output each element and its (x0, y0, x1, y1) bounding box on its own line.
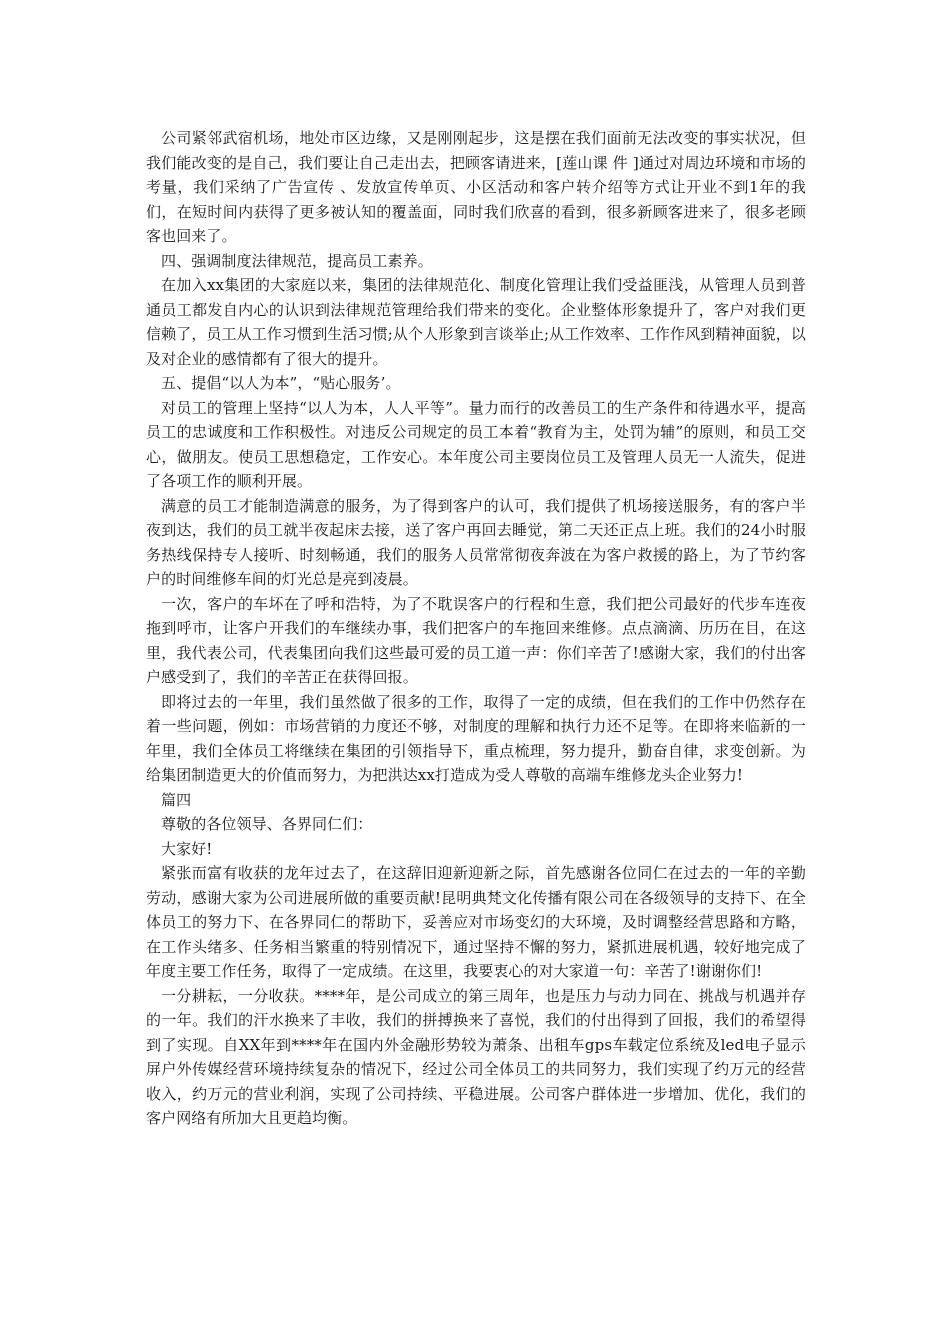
section-heading-4: 四、强调制度法律规范，提高员工素养。 (161, 251, 433, 270)
document-body (146, 126, 806, 1131)
paragraph-2: 在加入xx集团的大家庭以来，集团的法律规范化、制度化管理让我们受益匪浅，从管理人员到普通员工都发自内心的认识到法律规范管理给我们带来的变化。企业整体形象提升了，客户对我们更信赖了，员工从工作习惯到生活习惯;从个人形象到言谈举止;从工作效率、工作作风到精神面貌，以及对企业的感情都有了很大的提升。 (146, 276, 806, 368)
paragraph-6: 即将过去的一年里，我们虽然做了很多的工作，取得了一定的成绩，但在我们的工作中仍然存在着一些问题，例如：市场营销的力度还不够，对制度的理解和执行力还不足等。在即将来临新的一年里，我们全体员工将继续在集团的引领指导下，重点梳理，努力提升，勤奋自律，求变创新。为给集团制造更大的价值而努力，为把洪达xx打造成为受人尊敬的高端车维修龙头企业努力! (146, 692, 806, 784)
paragraph-3: 对员工的管理上坚持“以人为本，人人平等”。量力而行的改善员工的生产条件和待遇水平，提高员工的忠诚度和工作积极性。对违反公司规定的员工本着“教育为主，处罚为辅”的原则，和员工交心，做朋友。使员工思想稳定，工作安心。本年度公司主要岗位员工及管理人员无一人流失，促进了各项工作的顺利开展。 (146, 398, 806, 490)
paragraph-1: 公司紧邻武宿机场，地处市区边缘，又是刚刚起步，这是摆在我们面前无法改变的事实状况，但我们能改变的是自己，我们要让自己走出去，把顾客请进来，[莲山课 件 ]通过对周边环境和市场的考量，我们采纳了广告宣传 、发放宣传单页、小区活动和客户转介绍等方式让开业不到1年的我们，在短时间内获得了更多被认知的覆盖面，同时我们欣喜的看到，很多新顾客进来了，很多老顾客也回来了。 (146, 129, 806, 245)
section-heading-5: 五、提倡“以人为本”，“贴心服务’。 (161, 374, 401, 392)
paragraph-5: 一次，客户的车坏在了呼和浩特，为了不耽误客户的行程和生意，我们把公司最好的代步车连夜拖到呼市，让客户开我们的车继续办事，我们把客户的车拖回来维修。点点滴滴、历历在目，在这里，我代表公司，代表集团向我们这些最可爱的员工道一声：你们辛苦了!感谢大家，我们的付出客户感受到了，我们的辛苦正在获得回报。 (146, 594, 806, 686)
salutation: 尊敬的各位领导、各界同仁们： (161, 815, 373, 833)
greeting: 大家好! (161, 839, 213, 858)
paragraph-4: 满意的员工才能制造满意的服务，为了得到客户的认可，我们提供了机场接送服务，有的客户半夜到达，我们的员工就半夜起床去接，送了客户再回去睡觉，第二天还正点上班。我们的24小时服务热线保持专人接听、时刻畅通，我们的服务人员常常彻夜奔波在为客户救援的路上，为了节约客户的时间维修车间的灯光总是亮到凌晨。 (146, 496, 806, 588)
paragraph-7: 紧张而富有收获的龙年过去了，在这辞旧迎新迎新之际，首先感谢各位同仁在过去的一年的辛勤劳动，感谢大家为公司进展所做的重要贡献!昆明典梵文化传播有限公司在各级领导的支持下、在全体员工的努力下、在各界同仁的帮助下，妥善应对市场变幻的大环境，及时调整经营思路和方略，在工作头绪多、任务相当繁重的特别情况下，通过坚持不懈的努力，紧抓进展机遇，较好地完成了年度主要工作任务，取得了一定成绩。在这里，我要衷心的对大家道一句：辛苦了!谢谢你们! (146, 864, 806, 980)
paragraph-8: 一分耕耘，一分收获。****年，是公司成立的第三周年，也是压力与动力同在、挑战与机遇并存的一年。我们的汗水换来了丰收，我们的拼搏换来了喜悦，我们的付出得到了回报，我们的希望得到了实现。自XX年到****年在国内外金融形势较为萧条、出租车gps车载定位系统及led电子显示屏户外传媒经营环境持续复杂的情况下，经过公司全体员工的共同努力，我们实现了约万元的经营收入，约万元的营业利润，实现了公司持续、平稳进展。公司客户群体进一步增加、优化，我们的客户网络有所加大且更趋均衡。 (146, 986, 806, 1127)
chapter-heading: 篇四 (161, 790, 192, 809)
